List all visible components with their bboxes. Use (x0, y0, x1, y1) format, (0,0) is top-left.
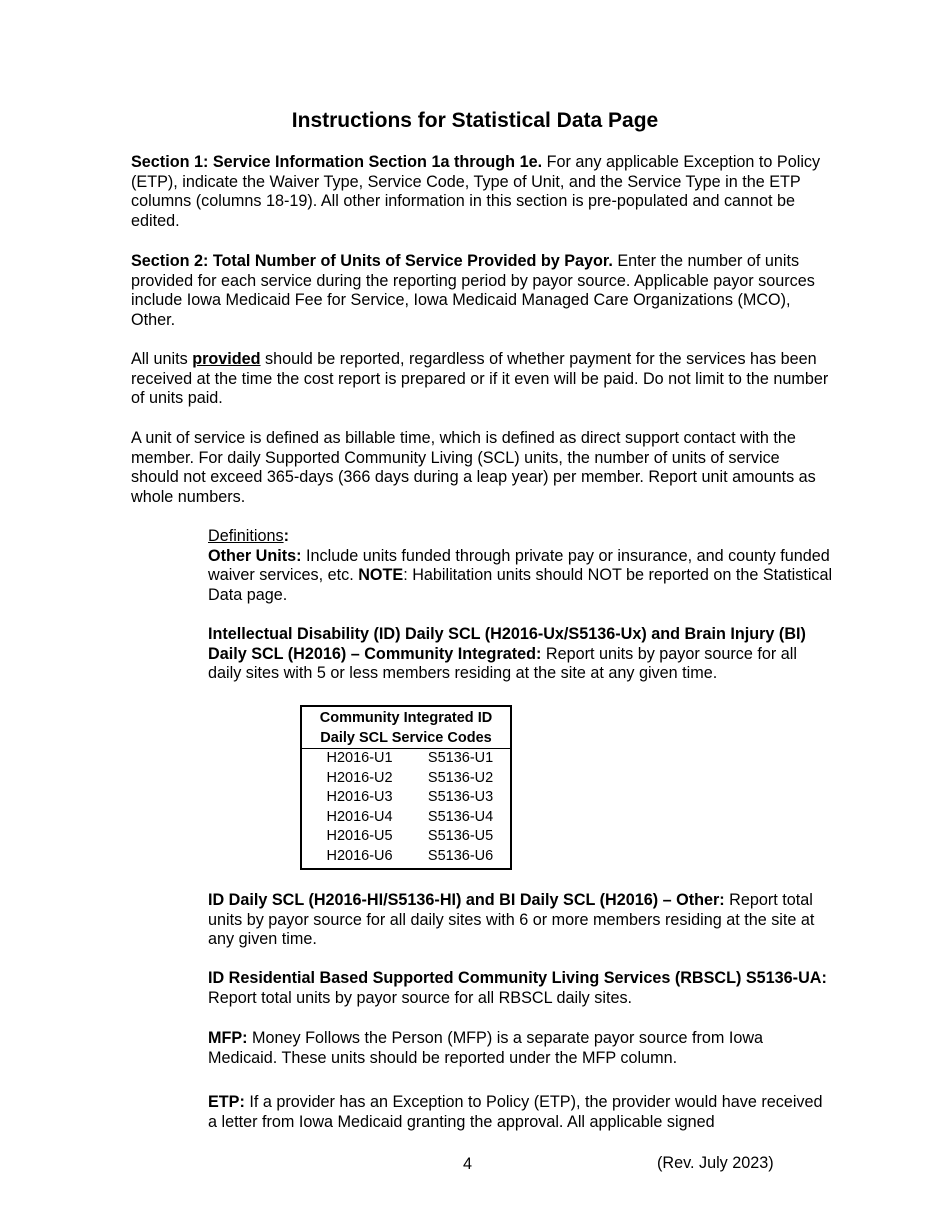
table-row (301, 847, 511, 869)
id-other-heading: ID Daily SCL (H2016-HI/S5136-HI) and BI Daily SCL (H2016) – Other: (208, 891, 725, 909)
note-label: NOTE (358, 566, 404, 585)
table-header-row (301, 706, 511, 749)
s5136-code: S5136-U5 (427, 828, 494, 845)
other-units-heading: Other Units: (208, 546, 302, 565)
table-row (301, 827, 511, 847)
revision-date: (Rev. July 2023) (657, 1154, 774, 1172)
rbscl-paragraph (208, 969, 833, 1008)
h2016-code: H2016-U5 (326, 828, 393, 845)
h2016-code: H2016-U3 (326, 789, 393, 806)
definitions-colon: : (283, 527, 289, 545)
mfp-paragraph (208, 1029, 833, 1068)
all-units-text-pre: All units (131, 350, 193, 368)
definitions-paragraph (208, 527, 833, 605)
unit-definition-paragraph: A unit of service is defined as billable time, which is defined as direct support contact with the member. For daily Supported Community Living (SCL) units, the number of units of service should not exceed 365-days (366 days during a leap year) per member. Report unit amounts as whole numbers. (131, 429, 816, 506)
h2016-code: H2016-U6 (326, 847, 393, 864)
rbscl-heading: ID Residential Based Supported Community Living Services (RBSCL) S5136-UA: (208, 969, 827, 987)
h2016-code: H2016-U1 (326, 750, 393, 766)
id-ci-heading: Intellectual Disability (ID) Daily SCL (H2016-Ux/S5136-Ux) and Brain Injury (BI) Daily SCL (H2016) – Community Integrated: (208, 625, 806, 663)
id-other-paragraph (208, 891, 833, 950)
note-body: : Habilitation units should NOT be reported on the Statistical Data page. (208, 566, 833, 604)
section1-body: For any applicable Exception to Policy (ETP), indicate the Waiver Type, Service Code, Type of Unit, and the Service Type in the ETP columns (columns 18-19). All other information in this section is pre-populated and cannot be edited. (131, 153, 821, 230)
id-community-integrated-paragraph (208, 625, 833, 684)
rbscl-body: Report total units by payor source for all RBSCL daily sites. (208, 988, 633, 1007)
section2-body: Enter the number of units provided for each service during the reporting period by payor source. Applicable payor sources include Iowa Medicaid Fee for Service, Iowa Medicaid Managed Care Organizations (MCO), Other. (131, 252, 815, 329)
provided-emphasis: provided (192, 350, 261, 368)
s5136-code: S5136-U2 (427, 769, 494, 786)
s5136-code: S5136-U3 (427, 789, 494, 806)
table-row (301, 808, 511, 828)
service-codes-table (300, 705, 512, 870)
mfp-body: Money Follows the Person (MFP) is a separate payor source from Iowa Medicaid. These units should be reported under the MFP column. (208, 1029, 764, 1067)
s5136-code: S5136-U4 (427, 808, 494, 825)
all-units-text-post: should be reported, regardless of whether payment for the services has been received at the time the cost report is prepared or if it even will be paid. Do not limit to the number of units paid. (131, 350, 829, 408)
h2016-code: H2016-U4 (326, 808, 393, 825)
section2-heading: Section 2: Total Number of Units of Service Provided by Payor. (131, 252, 613, 270)
id-other-body: Report total units by payor source for all daily sites with 6 or more members residing at the site at any given time. (208, 891, 815, 949)
h2016-code: H2016-U2 (326, 769, 393, 786)
page-title: Instructions for Statistical Data Page (291, 109, 659, 132)
definitions-label: Definitions (208, 527, 284, 545)
all-units-paragraph (131, 350, 831, 409)
s5136-code: S5136-U1 (427, 750, 494, 766)
mfp-heading: MFP: (208, 1029, 248, 1047)
etp-heading: ETP: (208, 1093, 245, 1111)
table-header (301, 706, 511, 749)
table-row (301, 749, 511, 769)
etp-paragraph (208, 1093, 833, 1132)
page-number: 4 (463, 1155, 473, 1173)
table-row (301, 788, 511, 808)
id-ci-body: Report units by payor source for all daily sites with 5 or less members residing at the site at any given time. (208, 644, 797, 683)
section1-heading: Section 1: Service Information Section 1a through 1e. (131, 153, 543, 171)
s5136-code: S5136-U6 (427, 847, 494, 864)
etp-body: If a provider has an Exception to Policy (ETP), the provider would have received a letter from Iowa Medicaid granting the approval. All applicable signed (208, 1093, 823, 1131)
other-units-body: Include units funded through private pay or insurance, and county funded waiver services, etc. (208, 546, 830, 585)
section1-paragraph (131, 153, 831, 231)
table-header-line2: Daily SCL Service Codes (320, 730, 492, 746)
table-row (301, 769, 511, 789)
section2-paragraph (131, 252, 831, 330)
table-header-line1: Community Integrated ID (319, 710, 493, 726)
